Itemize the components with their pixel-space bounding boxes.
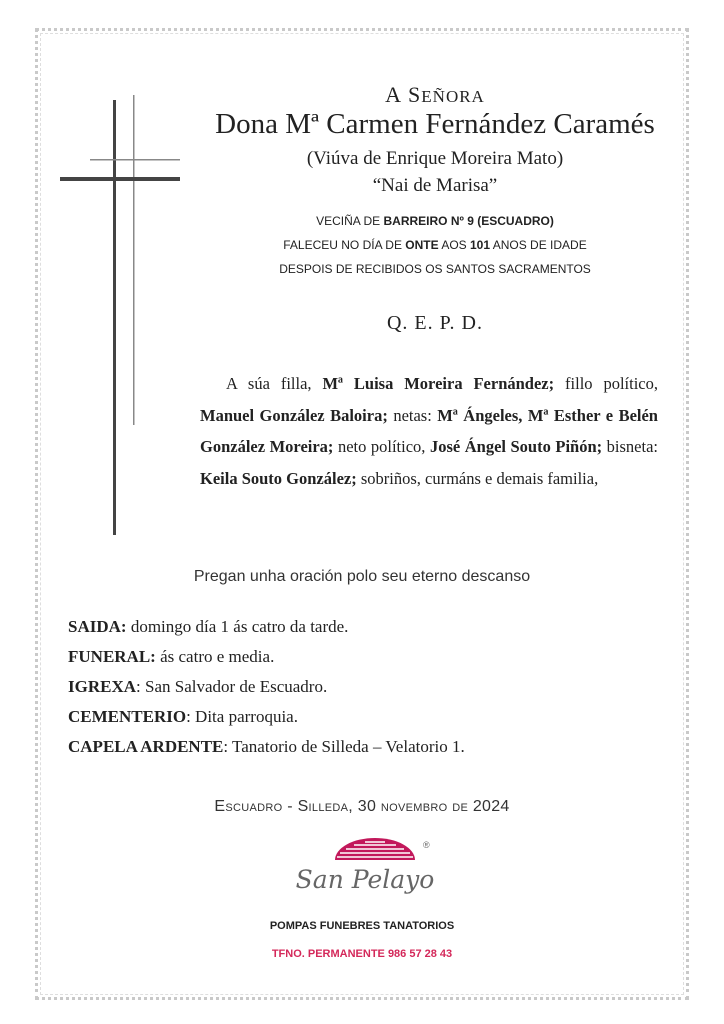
family-member: Keila Souto González; (200, 468, 357, 488)
sacraments-line: DESPOIS DE RECIBIDOS OS SANTOS SACRAMENTOS (279, 262, 591, 276)
family-paragraph: A súa filla, Mª Luisa Moreira Fernández; fillo político, Manuel González Baloira; netas: Mª Ángeles, Mª Esther e Belén González Moreira; neto político, José Ángel Souto Piñón; bisneta: Keila Souto González; sobriños, curmáns e demais familia, (200, 374, 659, 488)
nickname: “Nai de Marisa” (372, 175, 498, 196)
logo-text: San Pelayo (295, 865, 435, 894)
phone-line: TFNO. PERMANENTE 986 57 28 43 (271, 948, 453, 960)
salutation-s: S (408, 82, 422, 107)
salutation-rest: EÑORA (421, 87, 485, 106)
detail-funeral: FUNERAL: ás catro e media. (68, 647, 275, 666)
salutation (160, 82, 710, 108)
funeral-details (68, 612, 465, 762)
widow-note: (Viúva de Enrique Moreira Mato) (306, 148, 564, 169)
salutation-a: A (385, 82, 403, 107)
death-line: FALECEU NO DÍA DE ONTE AOS 101 ANOS DE IDADE (283, 238, 587, 252)
family-member: Manuel González Baloira; (200, 405, 388, 425)
residence-place: BARREIRO Nº 9 (ESCUADRO) (383, 214, 554, 228)
detail-cementerio: CEMENTERIO: Dita parroquia. (68, 707, 298, 726)
family-member: José Ángel Souto Piñón; (429, 437, 603, 456)
detail-capela: CAPELA ARDENTE: Tanatorio de Silleda – Velatorio 1. (68, 737, 465, 756)
company-logo (295, 838, 435, 903)
registered-mark: ® (423, 840, 430, 850)
detail-saida: SAIDA: domingo día 1 ás catro da tarde. (68, 617, 349, 636)
company-tagline: POMPAS FUNEBRES TANATORIOS (269, 920, 455, 932)
death-day: ONTE (405, 238, 439, 252)
family-member: Mª Ángeles, Mª Esther e Belén González Moreira; (200, 405, 658, 456)
dateline: Escuadro - Silleda, 30 novembro de 2024 (214, 798, 510, 815)
deceased-name: Dona Mª Carmen Fernández Caramés (215, 108, 655, 140)
qepd: Q. E. P. D. (386, 312, 483, 334)
prayer-line: Pregan unha oración polo seu eterno descanso (193, 568, 531, 585)
family-member: Mª Luisa Moreira Fernández; (322, 374, 555, 393)
residence-line: VECIÑA DE BARREIRO Nº 9 (ESCUADRO) (316, 214, 554, 228)
death-age: 101 (470, 238, 491, 252)
detail-igrexa: IGREXA: San Salvador de Escuadro. (68, 677, 328, 696)
